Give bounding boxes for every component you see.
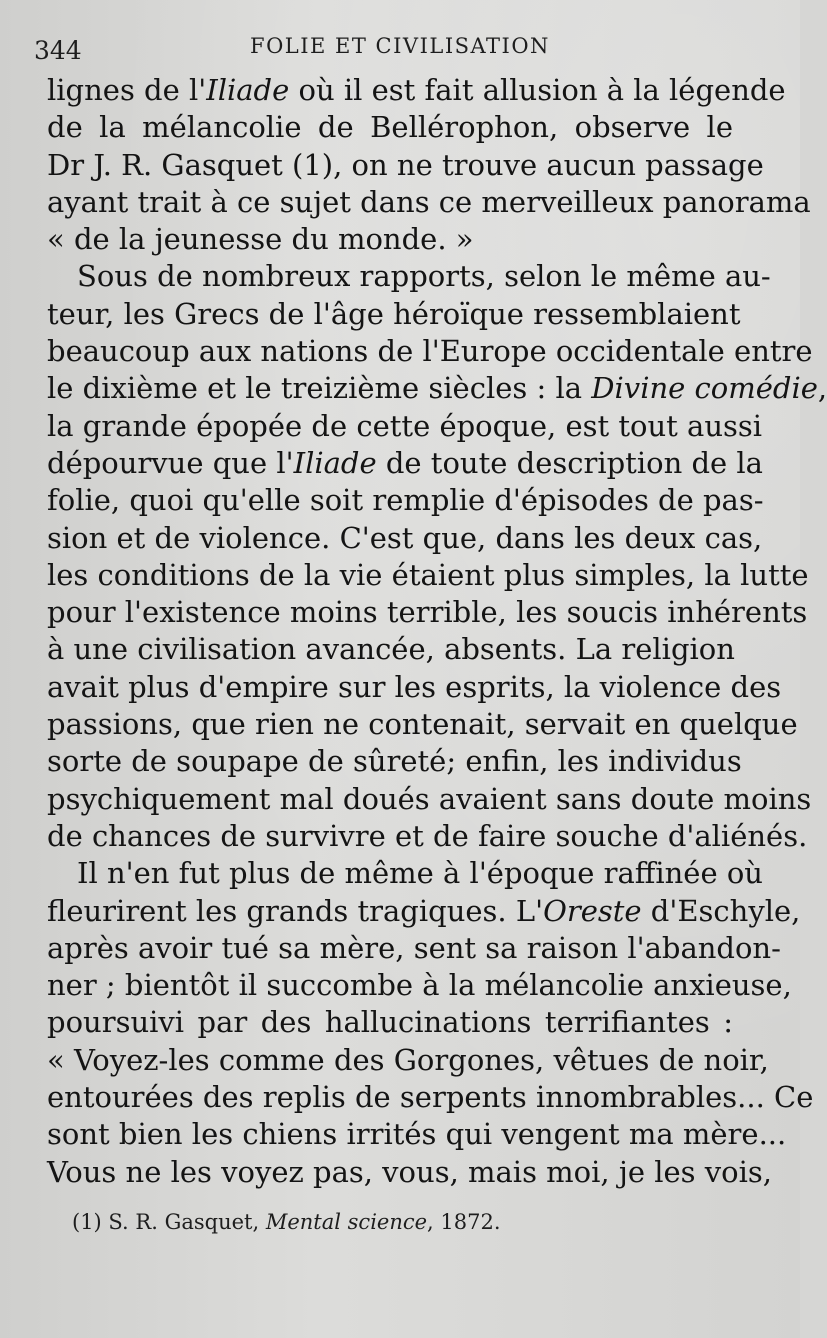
- text-line: Il n'en fut plus de même à l'époque raffinée où: [77, 856, 763, 891]
- text-line: Dr J. R. Gasquet (1), on ne trouve aucun passage: [47, 147, 764, 182]
- text-line: « Voyez-les comme des Gorgones, vêtues de noir,: [47, 1042, 769, 1077]
- text-line: entourées des replis de serpents innombrables... Ce: [47, 1080, 814, 1115]
- text-line: sont bien les chiens irrités qui vengent ma mère...: [47, 1117, 787, 1152]
- text-line: avait plus d'empire sur les esprits, la violence des: [47, 669, 782, 704]
- text-line: folie, quoi qu'elle soit remplie d'épisodes de pas-: [47, 483, 764, 518]
- text-line: ayant trait à ce sujet dans ce merveilleux panorama: [47, 184, 811, 219]
- text-line: beaucoup aux nations de l'Europe occidentale entre: [47, 334, 813, 369]
- text-line: poursuivi par des hallucinations terrifiantes :: [47, 1005, 733, 1040]
- text-line: psychiquement mal doués avaient sans doute moins: [47, 781, 812, 816]
- text-line: lignes de l'Iliade où il est fait allusion à la légende: [47, 73, 786, 107]
- page-number: 344: [34, 36, 82, 65]
- text-line: à une civilisation avancée, absents. La religion: [47, 632, 735, 667]
- text-line: le dixième et le treizième siècles : la Divine comédie,: [47, 371, 827, 406]
- text-line: fleurirent les grands tragiques. L'Oreste d'Eschyle,: [47, 893, 801, 928]
- footnote: (1) S. R. Gasquet, Mental science, 1872.: [72, 1210, 501, 1234]
- text-line: Vous ne les voyez pas, vous, mais moi, je les vois,: [47, 1154, 772, 1189]
- text-line: sorte de soupape de sûreté; enfin, les individus: [47, 744, 742, 779]
- text-line: teur, les Grecs de l'âge héroïque ressemblaient: [47, 296, 741, 331]
- text-line: de la mélancolie de Bellérophon, observe le: [47, 110, 733, 145]
- text-line: la grande épopée de cette époque, est tout aussi: [47, 408, 763, 443]
- text-line: pour l'existence moins terrible, les soucis inhérents: [47, 595, 808, 630]
- text-line: Sous de nombreux rapports, selon le même au-: [77, 259, 771, 294]
- page-header: [0, 32, 800, 72]
- text-line: passions, que rien ne contenait, servait en quelque: [47, 707, 798, 742]
- running-title: FOLIE ET CIVILISATION: [250, 34, 550, 58]
- body-text: [47, 72, 827, 1191]
- text-line: de chances de survivre et de faire souche d'aliénés.: [47, 818, 808, 853]
- text-line: « de la jeunesse du monde. »: [47, 222, 474, 257]
- text-line: dépourvue que l'Iliade de toute description de la: [47, 445, 763, 480]
- text-line: les conditions de la vie étaient plus simples, la lutte: [47, 557, 809, 592]
- text-line: sion et de violence. C'est que, dans les deux cas,: [47, 520, 763, 555]
- text-line: ner ; bientôt il succombe à la mélancolie anxieuse,: [47, 968, 792, 1003]
- text-line: après avoir tué sa mère, sent sa raison l'abandon-: [47, 930, 781, 965]
